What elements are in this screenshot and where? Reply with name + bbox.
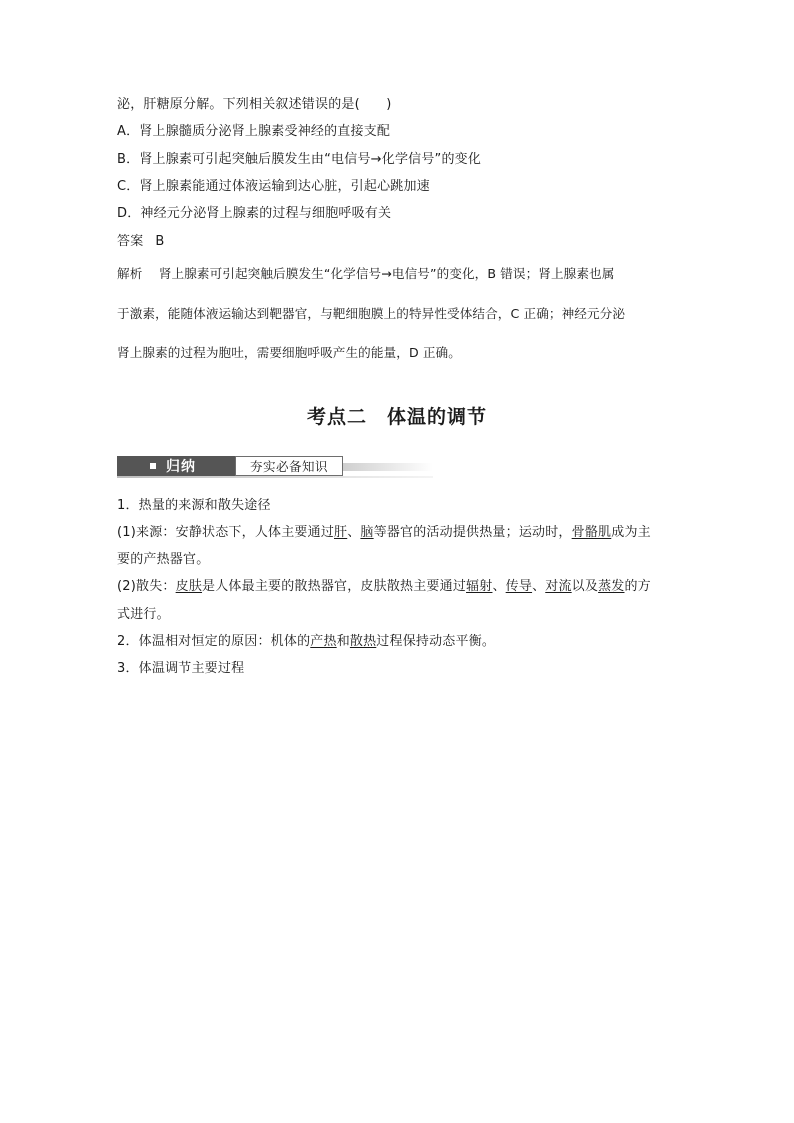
term-conduction: 传导 (505, 579, 533, 594)
question-stem-tail: 泌，肝糖原分解。下列相关叙述错误的是( ) (117, 97, 392, 112)
dissipation-sep-2: 、 (532, 579, 546, 594)
term-convection: 对流 (545, 579, 572, 594)
source-line-2: 要的产热器官。 (117, 552, 210, 567)
dissipation-sep-1: 、 (492, 579, 506, 594)
term-evaporation: 蒸发 (598, 579, 625, 594)
source-line-1 (117, 524, 651, 542)
section-title: 考点二 体温的调节 (306, 406, 487, 428)
dissipation-suffix: 的方 (624, 579, 651, 594)
term-heat-production: 产热 (310, 634, 337, 649)
option-c: C．肾上腺素能通过体液运输到达心脏，引起心跳加速 (117, 179, 430, 194)
explanation-line-2: 于激素，能随体液运输达到靶器官，与靶细胞膜上的特异性受体结合，C 正确；神经元分泌 (117, 306, 626, 321)
term-liver: 肝 (334, 525, 348, 540)
source-sep: 、 (347, 525, 361, 540)
banner-dark-tab (117, 456, 235, 476)
banner-sub-label: 夯实必备知识 (235, 456, 343, 476)
explanation-text-1: 肾上腺素可引起突触后膜发生“化学信号→电信号”的变化，B 错误；肾上腺素也属 (158, 266, 615, 281)
term-skin: 皮肤 (175, 579, 203, 594)
heading-heat-source: 1．热量的来源和散失途径 (117, 498, 271, 513)
term-radiation: 辐射 (466, 579, 493, 594)
source-suffix: 成为主 (611, 525, 651, 540)
section-banner (117, 456, 433, 478)
explanation-line-3: 肾上腺素的过程为胞吐，需要细胞呼吸产生的能量，D 正确。 (117, 345, 461, 360)
dissipation-mid: 是人体最主要的散热器官，皮肤散热主要通过 (202, 579, 467, 594)
dissipation-line-2: 式进行。 (117, 607, 170, 622)
explanation-label: 解析 (117, 266, 143, 281)
balance-suffix: 过程保持动态平衡。 (376, 634, 496, 649)
option-a: A．肾上腺髓质分泌肾上腺素受神经的直接支配 (117, 124, 391, 139)
dissipation-prefix: (2)散失： (117, 579, 176, 594)
banner-gradient-tail (343, 463, 433, 471)
banner-underline (117, 476, 433, 478)
heading-balance (117, 633, 495, 651)
dissipation-sep-3: 以及 (571, 579, 599, 594)
term-brain: 脑 (360, 525, 374, 540)
balance-prefix: 2．体温相对恒定的原因：机体的 (117, 634, 311, 649)
balance-mid: 和 (336, 634, 350, 649)
answer-line (117, 233, 165, 251)
banner-label: 归纳 (166, 459, 196, 475)
answer-label: 答案 (117, 234, 144, 249)
option-b: B．肾上腺素可引起突触后膜发生由“电信号→化学信号”的变化 (117, 152, 482, 167)
dissipation-line-1 (117, 578, 651, 596)
heading-regulation-process: 3．体温调节主要过程 (117, 661, 245, 676)
option-d: D．神经元分泌肾上腺素的过程与细胞呼吸有关 (117, 206, 392, 221)
answer-value: B (155, 234, 165, 249)
explanation-line-1 (117, 265, 614, 283)
term-heat-dissipation: 散热 (349, 634, 377, 649)
term-skeletal-muscle: 骨骼肌 (571, 525, 612, 540)
square-bullet-icon (150, 463, 156, 469)
source-mid: 等器官的活动提供热量；运动时， (373, 525, 572, 540)
source-prefix: (1)来源：安静状态下，人体主要通过 (117, 525, 335, 540)
